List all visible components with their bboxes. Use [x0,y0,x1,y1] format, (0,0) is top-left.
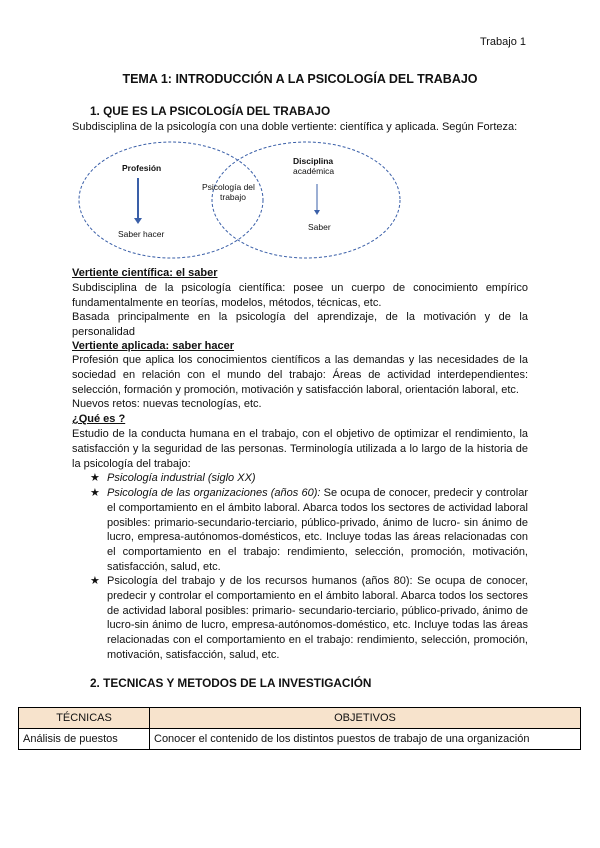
table-row [19,729,581,750]
venn-center-label-1: Psicología del [202,182,255,192]
venn-left-bottom-label: Saber hacer [118,229,165,239]
section-1-heading: 1. QUE ES LA PSICOLOGÍA DEL TRABAJO [90,104,331,118]
cientifica-paragraph-1: Subdisciplina de la psicología científica: posee un cuerpo de conocimiento empírico fundamentalmente en teorías, modelos, métodos, técnicas, etc. [72,282,528,309]
venn-diagram [72,138,402,262]
aplicada-paragraph-1: Profesión que aplica los conocimientos científicos a las demandas y las necesidades de la sociedad en relación con el mundo del trabajo: Áreas de actividad interdependientes: selección, formación y promoción, motivación y satisfacción laboral, orientación laboral, etc. [72,354,528,396]
table-header-row [19,708,581,729]
table-cell: Análisis de puestos [19,729,150,750]
table-cell: Conocer el contenido de los distintos puestos de trabajo de una organización [150,729,581,750]
venn-left-label: Profesión [122,163,162,173]
section-2-heading: 2. TECNICAS Y METODOS DE LA INVESTIGACIÓN [90,676,372,690]
bullet-body-text: Psicología del trabajo y de los recursos humanos (años 80): Se ocupa de conocer, predecir y controlar el comportamiento en el ámbito laboral. Abarca todos los sectores de actividad laboral posibles: primario- secundario-terciario, público-privado, ánimo de lucro-sin ánimo de lucro, empresa-autónomos-doméstico, etc. Incluye todas las áreas relacionadas con el comportamiento en el trabajo: rendimiento, selección, promoción, motivación, satisfacción, salud, etc. [107,575,528,661]
left-arrow-head [134,218,142,224]
aplicada-heading: Vertiente aplicada: saber hacer [72,340,235,352]
star-bullet-icon: ★ [90,487,100,499]
que-es-heading: ¿Qué es ? [72,413,126,425]
document-title: TEMA 1: INTRODUCCIÓN A LA PSICOLOGÍA DEL TRABAJO [122,72,478,86]
venn-center-label-2: trabajo [220,192,246,202]
venn-right-label-1: Disciplina [293,156,334,166]
list-item [90,486,528,575]
list-item [90,471,528,486]
que-es-paragraph: Estudio de la conducta humana en el trabajo, con el objetivo de optimizar el rendimiento, la satisfacción y la seguridad de las personas. Terminología utilizada a lo largo de la historia de la psicología del trabajo: [72,428,528,470]
cientifica-paragraph-2: Basada principalmente en la psicología del aprendizaje, de la motivación y de la personalidad [72,311,528,338]
section-1-intro: Subdisciplina de la psicología con una doble vertiente: científica y aplicada. Según Forteza: [72,121,518,133]
techniques-table [18,707,581,750]
cientifica-heading: Vertiente científica: el saber [72,267,218,279]
right-arrow-head [314,210,320,215]
list-item [90,574,528,663]
venn-right-bottom-label: Saber [308,222,331,232]
star-bullet-icon: ★ [90,472,100,484]
bullet-italic-text: Psicología de las organizaciones (años 60): [107,487,321,499]
venn-right-label-2: académica [293,166,335,176]
star-bullet-icon: ★ [90,575,100,587]
table-header-cell: OBJETIVOS [150,708,581,729]
bullet-body-text: Se ocupa de conocer, predecir y controlar el comportamiento en el ámbito laboral. Abarca todos los sectores de actividad laboral posibles: primario-secundario-terciario, público-privado, ánimo de lucro- sin ánimo de lucro, empresa-autónomos-domésticos, etc. Incluye todas las áreas relacionadas con el comportamiento en el trabajo: rendimiento, selección, promoción, motivación, satisfacción, salud, etc. [107,487,528,573]
page-header-label: Trabajo 1 [479,36,526,48]
aplicada-paragraph-2: Nuevos retos: nuevas tecnologías, etc. [72,398,262,410]
bullet-italic-text: Psicología industrial (siglo XX) [107,472,256,484]
table-header-cell: TÉCNICAS [19,708,150,729]
